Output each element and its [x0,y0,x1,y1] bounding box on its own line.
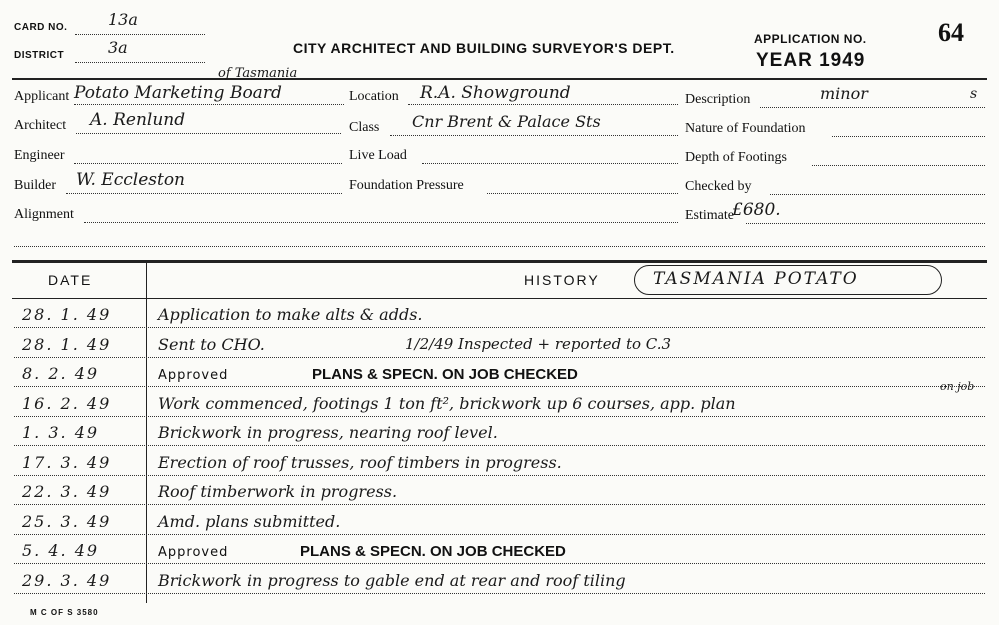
estimate-value: £680. [732,200,781,220]
application-no-value: 64 [938,18,964,47]
application-no-label: APPLICATION NO. [754,32,867,46]
history-text: Sent to CHO. [158,334,265,354]
history-above-note: on job [940,379,975,393]
district-label: DISTRICT [14,50,65,61]
history-date: 16. 2. 49 [22,393,112,413]
builder-label: Builder [14,178,56,193]
history-text: Work commenced, footings 1 ton ft², brickwork up 6 courses, app. plan [158,393,736,413]
checked-stamp: PLANS & SPECN. ON JOB CHECKED [300,543,566,560]
district-value: 3a [108,38,128,57]
architect-value: A. Renlund [90,110,186,130]
history-date: 25. 3. 49 [22,511,112,531]
history-text: Amd. plans submitted. [158,511,341,531]
card-no-label: CARD NO. [14,22,68,33]
date-column-divider [146,263,147,603]
boxed-note [634,265,942,295]
history-date: 28. 1. 49 [22,334,112,354]
class-label: Class [349,120,380,135]
history-text: Application to make alts & adds. [158,305,423,324]
description-extra: s [970,86,978,102]
history-date: 17. 3. 49 [22,452,112,472]
live-load-label: Live Load [349,148,407,163]
history-text: Roof timberwork in progress. [158,482,398,501]
engineer-label: Engineer [14,148,65,163]
history-date: 28. 1. 49 [22,305,112,324]
applicant-value: Potato Marketing Board [74,83,282,103]
checked-stamp: PLANS & SPECN. ON JOB CHECKED [312,366,578,383]
history-date: 22. 3. 49 [22,482,112,501]
year-label: YEAR 1949 [756,50,866,71]
history-text: Brickwork in progress to gable end at rear and roof tiling [158,570,626,590]
alignment-label: Alignment [14,207,74,222]
history-divider [12,260,987,263]
applicant-annotation: of Tasmania [218,66,298,81]
location-label: Location [349,89,399,104]
history-date: 29. 3. 49 [22,570,112,590]
date-header: DATE [48,272,93,288]
history-date: 1. 3. 49 [22,423,100,442]
applicant-label: Applicant [14,89,70,104]
architect-label: Architect [14,118,67,133]
history-text: Brickwork in progress, nearing roof level. [158,423,498,442]
description-label: Description [685,92,751,107]
depth-of-footings-label: Depth of Footings [685,150,787,165]
history-date: 5. 4. 49 [22,541,100,560]
checked-by-label: Checked by [685,179,752,194]
boxed-note-text: TASMANIA POTATO [653,269,859,289]
description-value: minor [820,84,868,103]
history-text: Approved [158,545,229,560]
history-text: Approved [158,368,229,383]
nature-of-foundation-label: Nature of Foundation [685,121,806,136]
foundation-pressure-label: Foundation Pressure [349,178,464,193]
form-code: M C OF S 3580 [30,608,99,617]
history-text: Erection of roof trusses, roof timbers in progress. [158,452,562,472]
estimate-label: Estimate [685,208,734,223]
department-title: CITY ARCHITECT AND BUILDING SURVEYOR'S DEPT. [293,40,675,56]
card-no-value: 13a [108,10,138,29]
history-extra: 1/2/49 Inspected + reported to C.3 [405,334,672,353]
header-divider [12,78,987,80]
history-date: 8. 2. 49 [22,364,100,383]
class-value: Cnr Brent & Palace Sts [412,112,601,131]
history-header: HISTORY [524,272,600,288]
location-value: R.A. Showground [420,83,571,103]
builder-value: W. Eccleston [76,170,185,190]
